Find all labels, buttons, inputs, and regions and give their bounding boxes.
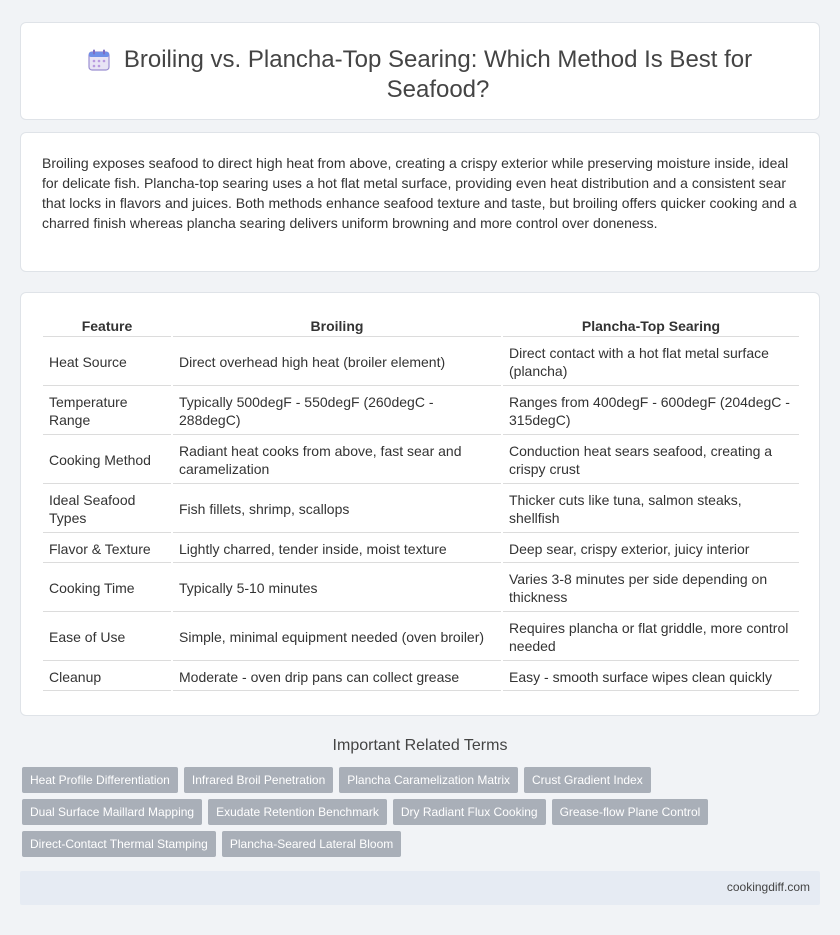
intro-card (20, 132, 820, 272)
row-broiling: Direct overhead high heat (broiler element) (173, 339, 501, 386)
comparison-table (41, 313, 801, 693)
comparison-card (20, 292, 820, 716)
row-broiling: Lightly charred, tender inside, moist texture (173, 535, 501, 563)
row-plancha: Requires plancha or flat griddle, more control needed (503, 614, 799, 661)
term-tag[interactable]: Infrared Broil Penetration (184, 767, 333, 793)
table-row (43, 339, 799, 386)
table-header-row (43, 315, 799, 337)
row-broiling: Fish fillets, shrimp, scallops (173, 486, 501, 533)
row-feature: Temperature Range (43, 388, 171, 435)
header-feature: Feature (43, 315, 171, 337)
row-plancha: Conduction heat sears seafood, creating a crispy crust (503, 437, 799, 484)
row-plancha: Thicker cuts like tuna, salmon steaks, shellfish (503, 486, 799, 533)
row-plancha: Varies 3-8 minutes per side depending on thickness (503, 565, 799, 612)
row-broiling: Typically 5-10 minutes (173, 565, 501, 612)
row-plancha: Direct contact with a hot flat metal surface (plancha) (503, 339, 799, 386)
row-broiling: Typically 500degF - 550degF (260degC - 288degC) (173, 388, 501, 435)
table-row (43, 535, 799, 563)
footer-site-link[interactable]: cookingdiff.com (726, 880, 810, 894)
term-tag[interactable]: Crust Gradient Index (524, 767, 651, 793)
term-tag[interactable]: Heat Profile Differentiation (22, 767, 178, 793)
term-tag[interactable]: Exudate Retention Benchmark (208, 799, 387, 825)
row-feature: Cooking Time (43, 565, 171, 612)
table-row (43, 437, 799, 484)
title-card (20, 22, 820, 120)
term-tag[interactable]: Grease-flow Plane Control (552, 799, 709, 825)
row-broiling: Radiant heat cooks from above, fast sear and caramelization (173, 437, 501, 484)
row-feature: Ideal Seafood Types (43, 486, 171, 533)
term-tag[interactable]: Direct-Contact Thermal Stamping (22, 831, 216, 857)
term-tag[interactable]: Dual Surface Maillard Mapping (22, 799, 202, 825)
table-row (43, 663, 799, 691)
header-broiling: Broiling (173, 315, 501, 337)
table-row (43, 565, 799, 612)
intro-paragraph: Broiling exposes seafood to direct high heat from above, creating a crispy exterior while preserving moisture inside, ideal for delicate fish. Plancha-top searing uses a hot flat metal surface, providing even heat distribution and a consistent sear that locks in flavors and juices. Both methods enhance seafood texture and taste, but broiling offers quicker cooking and a charred finish whereas plancha searing delivers uniform browning and more control over doneness. (42, 155, 797, 231)
table-row (43, 614, 799, 661)
footer (20, 871, 820, 905)
term-tag[interactable]: Plancha Caramelization Matrix (339, 767, 518, 793)
related-terms-title: Important Related Terms (332, 737, 508, 754)
row-feature: Cleanup (43, 663, 171, 691)
term-tag[interactable]: Dry Radiant Flux Cooking (393, 799, 546, 825)
related-terms-list (22, 767, 722, 857)
header-plancha: Plancha-Top Searing (503, 315, 799, 337)
row-plancha: Deep sear, crispy exterior, juicy interior (503, 535, 799, 563)
page-title: Broiling vs. Plancha-Top Searing: Which Method Is Best for Seafood? (123, 46, 753, 103)
row-broiling: Moderate - oven drip pans can collect grease (173, 663, 501, 691)
table-row (43, 388, 799, 435)
row-feature: Heat Source (43, 339, 171, 386)
row-feature: Cooking Method (43, 437, 171, 484)
row-plancha: Easy - smooth surface wipes clean quickly (503, 663, 799, 691)
table-row (43, 486, 799, 533)
term-tag[interactable]: Plancha-Seared Lateral Bloom (222, 831, 401, 857)
row-broiling: Simple, minimal equipment needed (oven broiler) (173, 614, 501, 661)
row-feature: Ease of Use (43, 614, 171, 661)
row-plancha: Ranges from 400degF - 600degF (204degC - 315degC) (503, 388, 799, 435)
row-feature: Flavor & Texture (43, 535, 171, 563)
